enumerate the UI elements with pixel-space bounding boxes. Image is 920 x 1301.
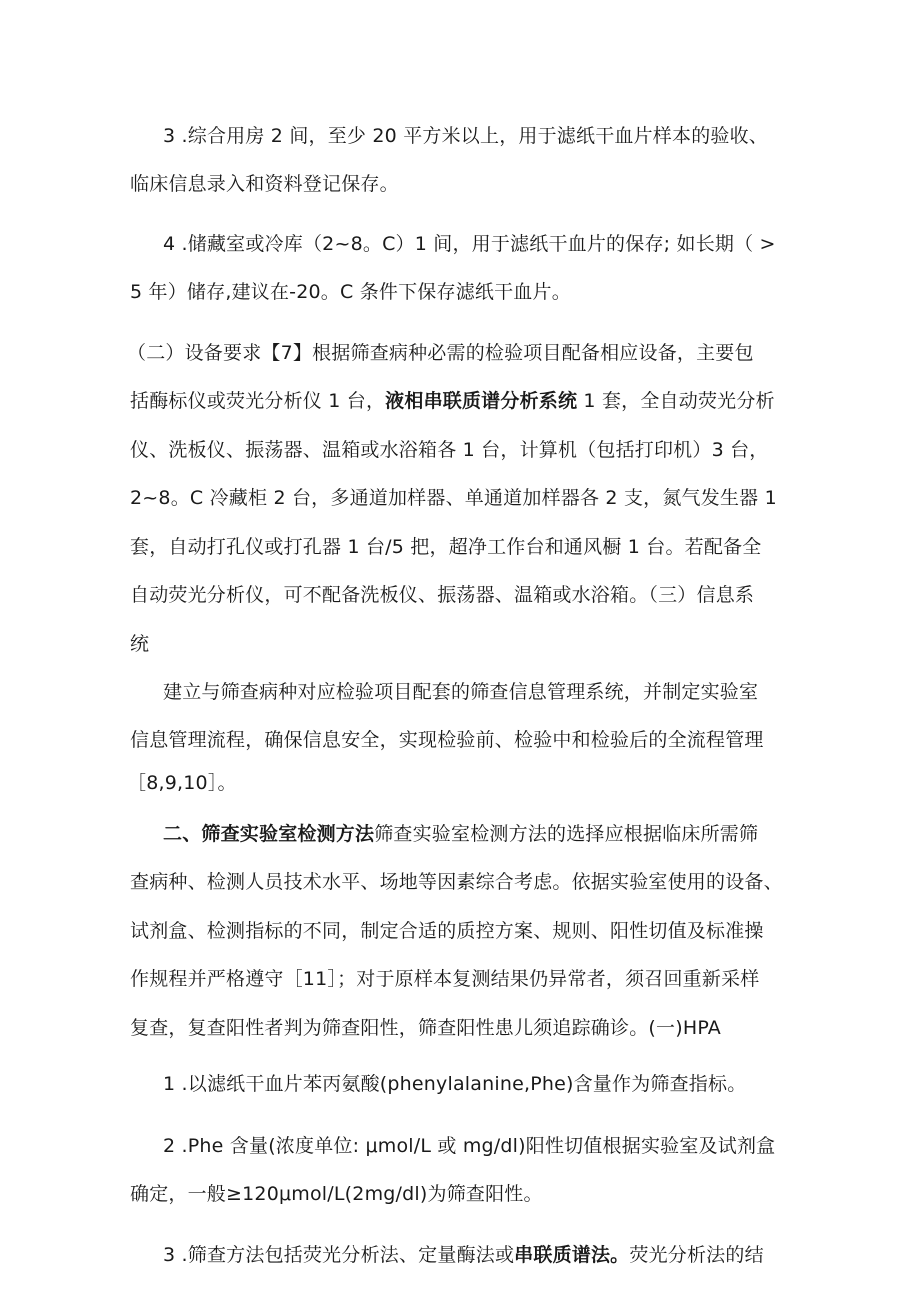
paragraph-5-line-4: 作规程并严格遵守［11］；对于原样本复测结果仍异常者，须召回重新采样 (130, 968, 760, 990)
paragraph-1-line-2: 临床信息录入和资料登记保存。 (130, 173, 399, 195)
paragraph-3-line-1: （二）设备要求【7】根据筛查病种必需的检验项目配备相应设备，主要包 (127, 342, 754, 364)
paragraph-1-line-1: 3 .综合用房 2 间，至少 20 平方米以上，用于滤纸干血片样本的验收、 (163, 125, 768, 147)
paragraph-8-line-1-after: 荧光分析法的结 (629, 1244, 764, 1266)
paragraph-4-line-2: 信息管理流程，确保信息安全，实现检验前、检验中和检验后的全流程管理 (130, 729, 764, 751)
paragraph-7-line-1: 2 .Phe 含量(浓度单位: μmol∕L 或 mg/dl)阳性切值根据实验室及试剂盒 (163, 1135, 776, 1157)
paragraph-3-line-2 (130, 389, 810, 413)
paragraph-6-line-1: 1 .以滤纸干血片苯丙氨酸(phenylalanine,Phe)含量作为筛查指标。 (163, 1073, 747, 1095)
paragraph-3-line-4: 2~8。C 冷藏柜 2 台，多通道加样器、单通道加样器各 2 支，氮气发生器 1 (130, 487, 777, 509)
paragraph-5-line-5: 复查，复查阳性者判为筛查阳性，筛查阳性患儿须追踪确诊。(一)HPA (130, 1017, 721, 1039)
paragraph-5-line-1-after: 筛查实验室检测方法的选择应根据临床所需筛 (374, 823, 759, 845)
paragraph-3-line-3: 仪、洗板仪、振荡器、温箱或水浴箱各 1 台，计算机（包括打印机）3 台， (130, 439, 769, 461)
section-heading-screening-methods: 二、筛查实验室检测方法 (163, 823, 375, 845)
paragraph-5-line-2: 查病种、检测人员技术水平、场地等因素综合考虑。依据实验室使用的设备、 (130, 871, 783, 893)
paragraph-3-line-6: 自动荧光分析仪，可不配备洗板仪、振荡器、温箱或水浴箱。（三）信息系 (130, 584, 755, 606)
paragraph-5-line-3: 试剂盒、检测指标的不同，制定合适的质控方案、规则、阳性切值及标准操 (130, 920, 764, 942)
paragraph-8-line-1-bold: 串联质谱法。 (514, 1244, 630, 1266)
paragraph-3-line-7: 统 (130, 633, 150, 655)
paragraph-3-line-2-before: 括酶标仪或荧光分析仪 1 台， (130, 390, 386, 412)
paragraph-3-line-2-bold: 液相串联质谱分析系统 (385, 390, 578, 412)
paragraph-4-line-3: ［8,9,10］。 (127, 772, 237, 794)
paragraph-2-line-2: 5 年）储存,建议在-20。C 条件下保存滤纸干血片。 (130, 281, 571, 303)
paragraph-7-line-2: 确定，一般≥120μmol∕L(2mg/dl)为筛查阳性。 (130, 1183, 543, 1205)
paragraph-8-line-1 (163, 1243, 843, 1267)
paragraph-3-line-5: 套，自动打孔仪或打孔器 1 台/5 把，超净工作台和通风橱 1 台。若配备全 (130, 536, 762, 558)
paragraph-3-line-2-after: 1 套，全自动荧光分析 (577, 390, 775, 412)
paragraph-2-line-1: 4 .储藏室或冷库（2~8。C）1 间，用于滤纸干血片的保存; 如长期（ > (163, 233, 776, 255)
paragraph-5-line-1 (163, 822, 843, 846)
paragraph-8-line-1-before: 3 .筛查方法包括荧光分析法、定量酶法或 (163, 1244, 515, 1266)
paragraph-4-line-1: 建立与筛查病种对应检验项目配套的筛查信息管理系统，并制定实验室 (163, 681, 759, 703)
